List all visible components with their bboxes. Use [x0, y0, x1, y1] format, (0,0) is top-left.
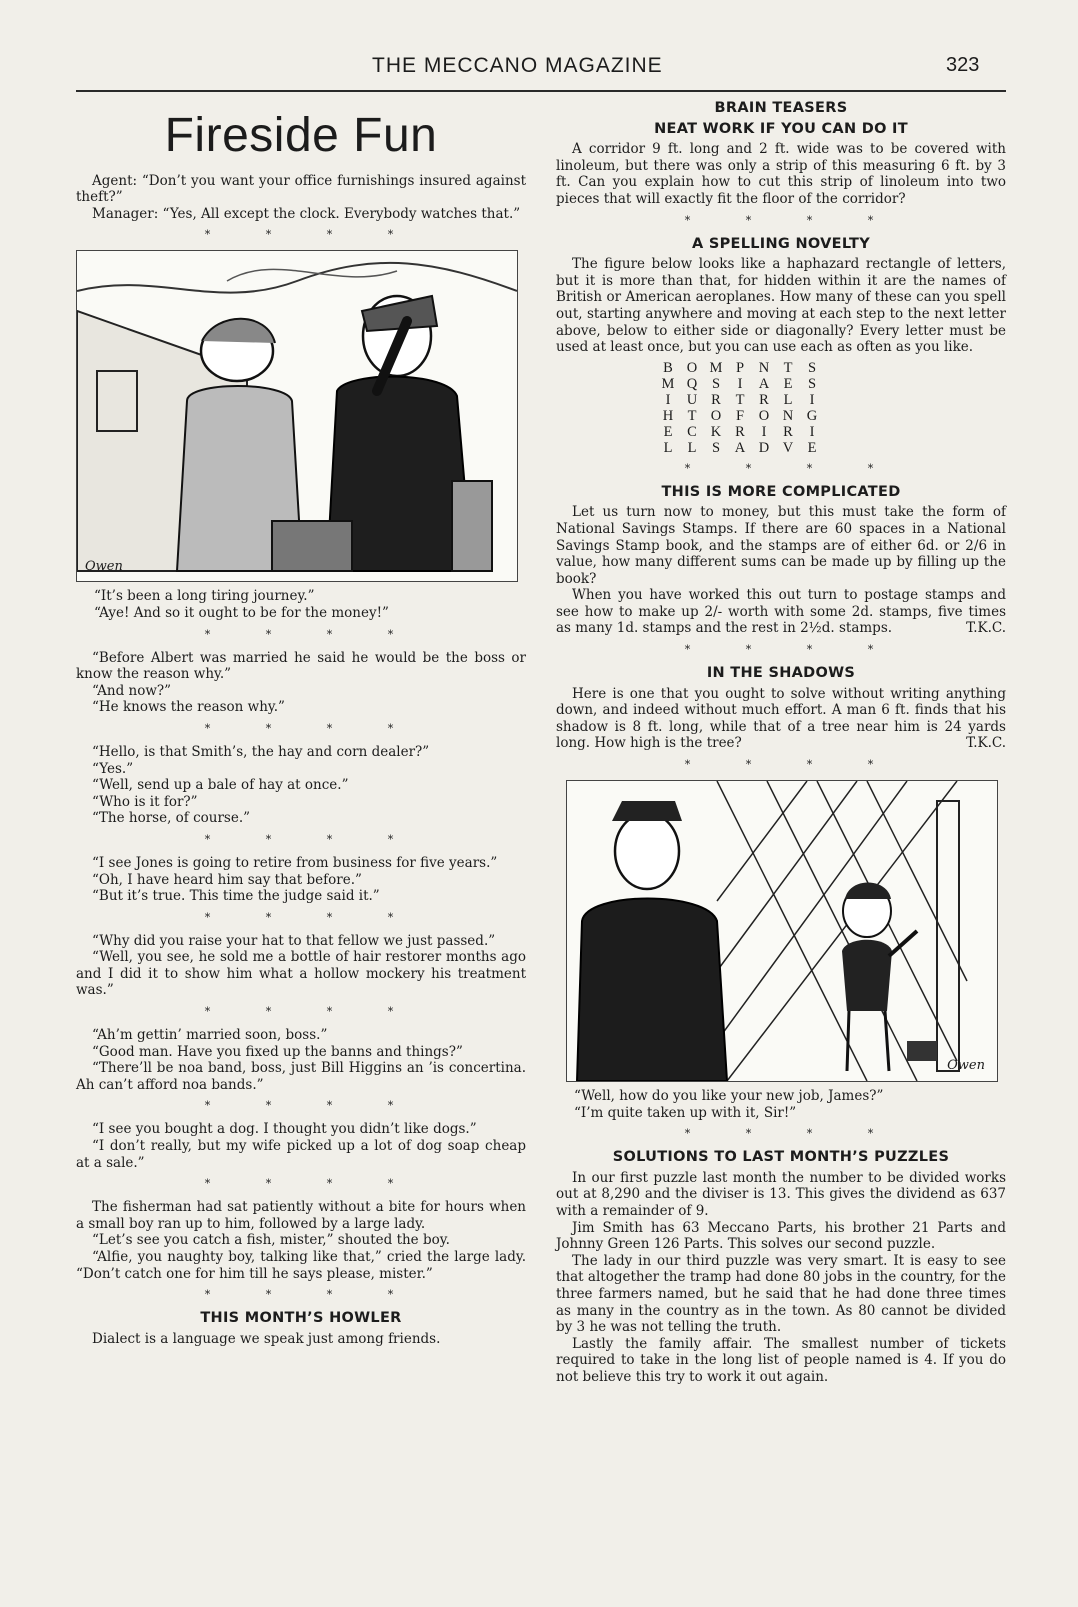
cartoon-travellers-drawing	[77, 251, 517, 581]
joke-line: “Who is it for?”	[92, 793, 198, 810]
caption-line: “Well, how do you like your new job, James?”	[574, 1088, 884, 1105]
joke-line: “There’ll be noa band, boss, just Bill Higgins an ’is concertina. Ah can’t afford noa bands.”	[76, 1060, 526, 1093]
howler-title: THIS MONTH’S HOWLER	[200, 1310, 402, 1327]
grid-letter: S	[711, 375, 721, 392]
letter-grid	[656, 360, 1006, 456]
joke	[76, 173, 526, 223]
puzzle-text: Let us turn now to money, but this must take the form of National Savings Stamps. If there are 60 spaces in a National Savings Stamp book, and the stamps are of either 6d. or 2/6 in value, how many different sums can be made up by filling up the book?	[556, 504, 1006, 587]
joke	[76, 1199, 526, 1282]
separator-stars: * * * *	[684, 758, 900, 772]
separator-stars: * * * *	[204, 910, 420, 924]
cartoon-window-cleaner	[566, 780, 998, 1082]
grid-letter: E	[783, 375, 793, 392]
puzzle-title: THIS IS MORE COMPLICATED	[661, 483, 901, 500]
joke-line: “Oh, I have heard him say that before.”	[92, 871, 362, 888]
separator-stars: * * * *	[684, 643, 900, 657]
grid-letter: A	[734, 439, 746, 456]
grid-letter: E	[663, 423, 673, 440]
caption-line: “It’s been a long tiring journey.”	[94, 588, 315, 605]
joke-line: “But it’s true. This time the judge said it.”	[92, 888, 380, 905]
magazine-title: THE MECCANO MAGAZINE	[372, 54, 663, 77]
puzzle-text: A corridor 9 ft. long and 2 ft. wide was to be covered with linoleum, but there was only a strip of this measuring 6 ft. by 3 ft. Can you explain how to cut this strip of linoleum into two pieces that will exactly fit the floor of the corridor?	[556, 141, 1006, 207]
joke-line: “The horse, of course.”	[92, 810, 251, 827]
fireside-fun-title: Fireside Fun	[164, 109, 438, 162]
letter-grid-row	[656, 376, 1006, 392]
separator-stars: * * * *	[684, 461, 900, 475]
cartoon-caption	[76, 588, 526, 621]
page-number: 323	[946, 54, 980, 76]
letter-grid-row	[656, 440, 1006, 456]
grid-letter: R	[783, 423, 793, 440]
grid-letter: T	[687, 407, 697, 424]
separator-stars: * * * *	[204, 627, 420, 641]
separator-stars: * * * *	[204, 1005, 420, 1019]
puzzle-credit: T.K.C.	[966, 620, 1006, 637]
joke-line: The fisherman had sat patiently without a bite for hours when a small boy ran up to him, followed by a large lady.	[76, 1199, 526, 1232]
joke-line: “Good man. Have you fixed up the banns and things?”	[92, 1043, 463, 1060]
right-column	[556, 96, 1006, 1386]
grid-letter: R	[759, 391, 769, 408]
grid-letter: S	[807, 359, 817, 376]
grid-letter: S	[807, 375, 817, 392]
joke-line: “I don’t really, but my wife picked up a lot of dog soap cheap at a sale.”	[76, 1138, 526, 1171]
separator-stars: * * * *	[204, 721, 420, 735]
grid-letter: M	[661, 375, 675, 392]
grid-letter: O	[758, 407, 770, 424]
joke-line: “Let’s see you catch a fish, mister,” shouted the boy.	[92, 1232, 450, 1249]
puzzle-text-body: When you have worked this out turn to postage stamps and see how to make up 2/- worth with some 2d. stamps, five times as many 1d. stamps and the rest in 2½d. stamps.	[556, 587, 1006, 637]
joke	[76, 855, 526, 905]
joke-line: “Why did you raise your hat to that fellow we just passed.”	[92, 932, 496, 949]
joke	[76, 1027, 526, 1093]
letter-grid-row	[656, 360, 1006, 376]
joke-line: “Ah’m gettin’ married soon, boss.”	[92, 1027, 328, 1044]
separator-stars: * * * *	[204, 832, 420, 846]
grid-letter: O	[686, 359, 698, 376]
puzzle-text-body: Here is one that you ought to solve without writing anything down, and indeed without much effort. A man 6 ft. finds that his shadow is 8 ft. long, while that of a tree near him is 24 yards long. How high is the tree?	[556, 685, 1006, 752]
joke-line: “Well, send up a bale of hay at once.”	[92, 777, 349, 794]
grid-letter: I	[665, 391, 671, 408]
puzzle-text	[556, 686, 1006, 752]
grid-letter: I	[761, 423, 767, 440]
solution-text: Lastly the family affair. The smallest number of tickets required to take in the long list of people named is 4. If you do not believe this try to work it out again.	[556, 1335, 1006, 1385]
joke-line: “I see you bought a dog. I thought you didn’t like dogs.”	[92, 1121, 477, 1138]
grid-letter: I	[809, 423, 815, 440]
grid-letter: F	[735, 407, 745, 424]
solution-text: The lady in our third puzzle was very smart. It is easy to see that altogether the tramp had done 80 jobs in the country, for the three farmers named, but he said that he had done three times as many in the country as in the town. As 80 cannot be divided by 3 he was not telling the truth.	[556, 1252, 1006, 1336]
solution-text: In our first puzzle last month the number to be divided works out at 8,290 and the diviser is 13. This gives the dividend as 637 with a remainder of 9.	[556, 1169, 1006, 1219]
puzzle-text	[556, 587, 1006, 637]
grid-letter: H	[662, 407, 674, 424]
joke-line: Agent: “Don’t you want your office furnishings insured against theft?”	[76, 172, 526, 206]
grid-letter: N	[782, 407, 794, 424]
howler-text: Dialect is a language we speak just among friends.	[92, 1330, 441, 1347]
joke-line: “Before Albert was married he said he would be the boss or know the reason why.”	[76, 649, 526, 683]
separator-stars: * * * *	[204, 1288, 420, 1302]
grid-letter: O	[710, 407, 722, 424]
joke-line: “Hello, is that Smith’s, the hay and corn dealer?”	[92, 743, 430, 760]
grid-letter: U	[686, 391, 698, 408]
grid-letter: L	[783, 391, 793, 408]
caption-line: “Aye! And so it ought to be for the money!”	[94, 604, 389, 621]
grid-letter: N	[758, 359, 770, 376]
artist-signature: Owen	[947, 1058, 985, 1074]
puzzle-credit: T.K.C.	[966, 735, 1006, 752]
grid-letter: P	[735, 359, 745, 376]
grid-letter: D	[758, 439, 770, 456]
separator-stars: * * * *	[684, 213, 900, 227]
joke	[76, 650, 526, 716]
separator-stars: * * * *	[684, 1127, 900, 1141]
cartoon-window-cleaner-drawing	[567, 781, 997, 1081]
grid-letter: L	[687, 439, 697, 456]
solutions-title: SOLUTIONS TO LAST MONTH’S PUZZLES	[612, 1149, 950, 1166]
joke-line: “Alfie, you naughty boy, talking like that,” cried the large lady. “Don’t catch one for him till he says please, mister.”	[76, 1249, 526, 1282]
joke	[76, 933, 526, 999]
grid-letter: K	[710, 423, 722, 440]
caption-line: “I’m quite taken up with it, Sir!”	[574, 1104, 797, 1121]
joke-line: “And now?”	[92, 682, 172, 699]
grid-letter: M	[709, 359, 723, 376]
grid-letter: R	[711, 391, 721, 408]
separator-stars: * * * *	[204, 1177, 420, 1191]
header-rule	[76, 90, 1006, 92]
grid-letter: V	[782, 439, 794, 456]
puzzle-title: A SPELLING NOVELTY	[691, 235, 871, 252]
left-column	[76, 109, 526, 1347]
grid-letter: A	[758, 375, 770, 392]
joke	[76, 1121, 526, 1171]
letter-grid-row	[656, 392, 1006, 408]
grid-letter: B	[663, 359, 673, 376]
grid-letter: R	[735, 423, 745, 440]
grid-letter: S	[711, 439, 721, 456]
grid-letter: G	[806, 407, 818, 424]
grid-letter: T	[735, 391, 745, 408]
joke-line: “Well, you see, he sold me a bottle of hair restorer months ago and I did it to show him what a hollow mockery his treatment was.”	[76, 949, 526, 999]
puzzle-title: NEAT WORK IF YOU CAN DO IT	[654, 120, 908, 137]
grid-letter: C	[687, 423, 697, 440]
grid-letter: L	[663, 439, 673, 456]
joke	[76, 744, 526, 827]
grid-letter: Q	[686, 375, 698, 392]
grid-letter: E	[807, 439, 817, 456]
letter-grid-row	[656, 424, 1006, 440]
separator-stars: * * * *	[204, 228, 420, 242]
grid-letter: I	[809, 391, 815, 408]
brain-teasers-title: BRAIN TEASERS	[714, 100, 848, 116]
cartoon-travellers	[76, 250, 518, 582]
grid-letter: T	[783, 359, 793, 376]
separator-stars: * * * *	[204, 1099, 420, 1113]
joke-line: “I see Jones is going to retire from business for five years.”	[92, 854, 498, 871]
artist-signature: Owen	[85, 558, 123, 574]
cartoon-caption	[556, 1088, 1006, 1121]
joke-line: “Yes.”	[92, 760, 134, 777]
puzzle-title: IN THE SHADOWS	[706, 665, 856, 682]
solution-text: Jim Smith has 63 Meccano Parts, his brother 21 Parts and Johnny Green 126 Parts. This solves our second puzzle.	[556, 1219, 1006, 1253]
joke-line: “He knows the reason why.”	[92, 699, 285, 716]
joke-line: Manager: “Yes, All except the clock. Everybody watches that.”	[92, 205, 521, 222]
grid-letter: I	[737, 375, 743, 392]
letter-grid-row	[656, 408, 1006, 424]
puzzle-text: The figure below looks like a haphazard rectangle of letters, but it is more than that, for hidden within it are the names of British or American aeroplanes. How many of these can you spell out, starting anywhere and moving at each step to the next letter above, below to either side or diagonally? Every letter must be used at least once, but you can use each as often as you like.	[556, 256, 1006, 356]
